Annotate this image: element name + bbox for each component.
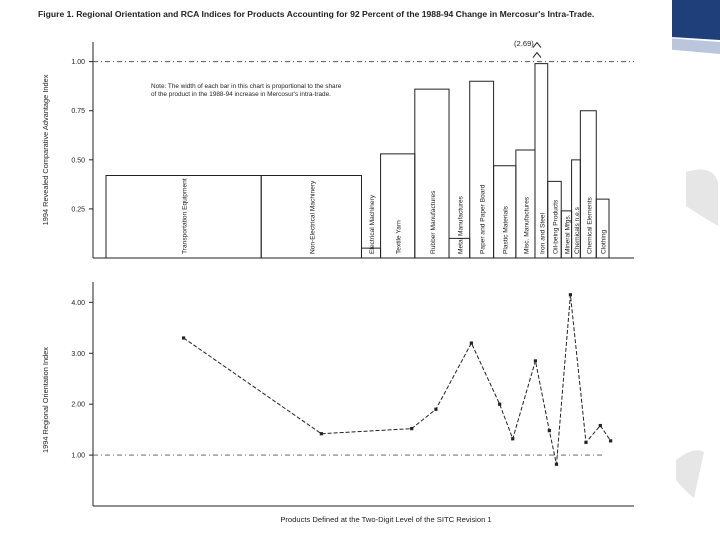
ro-point xyxy=(599,424,602,427)
rca-category-label: Paper and Paper Board xyxy=(479,184,487,254)
ro-point xyxy=(555,463,558,466)
ro-point xyxy=(534,359,537,362)
ro-point xyxy=(182,336,185,339)
rca-y-tick-label: 1.00 xyxy=(71,59,85,67)
rca-category-label: Clothing xyxy=(600,229,608,254)
rca-category-labels xyxy=(182,178,608,254)
rca-category-label: Transportation Equipment xyxy=(181,178,189,254)
rca-bar-chart xyxy=(41,39,634,258)
rca-bar-break-mark xyxy=(533,43,541,58)
ro-y-ticks xyxy=(71,300,604,460)
ro-point xyxy=(410,427,413,430)
ro-point xyxy=(320,432,323,435)
rca-category-label: Textile Yarn xyxy=(395,220,403,254)
rca-category-label: Metal Manufactures xyxy=(457,196,465,254)
ro-point xyxy=(498,403,501,406)
rca-category-label: Electrical Machinery xyxy=(369,195,377,254)
rca-category-label: Iron and Steel xyxy=(539,212,547,254)
rca-y-axis-label: 1994 Revealed Comparative Advantage Index xyxy=(41,74,50,226)
rca-category-label: Chemical Elements xyxy=(586,197,594,254)
rca-category-label: Oil-being Products xyxy=(552,199,560,254)
ro-y-tick-label: 1.00 xyxy=(71,452,85,460)
regional-orientation-chart xyxy=(41,282,634,524)
figure-svg xyxy=(14,0,672,540)
rca-y-tick-label: 0.25 xyxy=(71,206,85,214)
figure-x-axis-label: Products Defined at the Two-Digit Level of the SITC Revision 1 xyxy=(280,515,492,524)
ro-point xyxy=(434,408,437,411)
ro-point xyxy=(569,293,572,296)
rca-category-label: Plastic Materials xyxy=(502,205,510,254)
rca-y-tick-label: 0.75 xyxy=(71,108,85,116)
ro-y-tick-label: 2.00 xyxy=(71,401,85,409)
rca-break-annotation: (2.69) xyxy=(514,39,534,48)
ro-series xyxy=(182,293,612,466)
ro-point xyxy=(609,439,612,442)
ro-series-line xyxy=(184,295,611,465)
rca-y-tick-label: 0.50 xyxy=(71,157,85,165)
rca-category-label: Rubber Manufactures xyxy=(429,190,437,254)
rca-category-label: Non-Electrical Machinery xyxy=(309,180,317,254)
ro-y-tick-label: 4.00 xyxy=(71,299,85,307)
rca-note: Note: The width of each bar in this chart is proportional to the share of the product in the 1988-94 increase in Mercosur's intra-trade. xyxy=(151,83,342,98)
figure-panel xyxy=(14,0,672,540)
ro-y-tick-label: 3.00 xyxy=(71,350,85,358)
ro-point xyxy=(470,341,473,344)
rca-category-label: Mineral Mfgs. xyxy=(564,214,572,254)
figure-title: Figure 1. Regional Orientation and RCA Indices for Products Accounting for 92 Percent of the 1988-94 Change in Mercosur's Intra-Trade. xyxy=(38,9,595,19)
ro-y-axis-label: 1994 Regional Orientation Index xyxy=(41,346,50,454)
ro-point xyxy=(548,429,551,432)
ro-point xyxy=(584,441,587,444)
rca-category-label: Misc. Manufactures xyxy=(523,196,531,254)
rca-category-label: Chemicals n.e.s xyxy=(573,207,581,254)
ro-point xyxy=(511,437,514,440)
